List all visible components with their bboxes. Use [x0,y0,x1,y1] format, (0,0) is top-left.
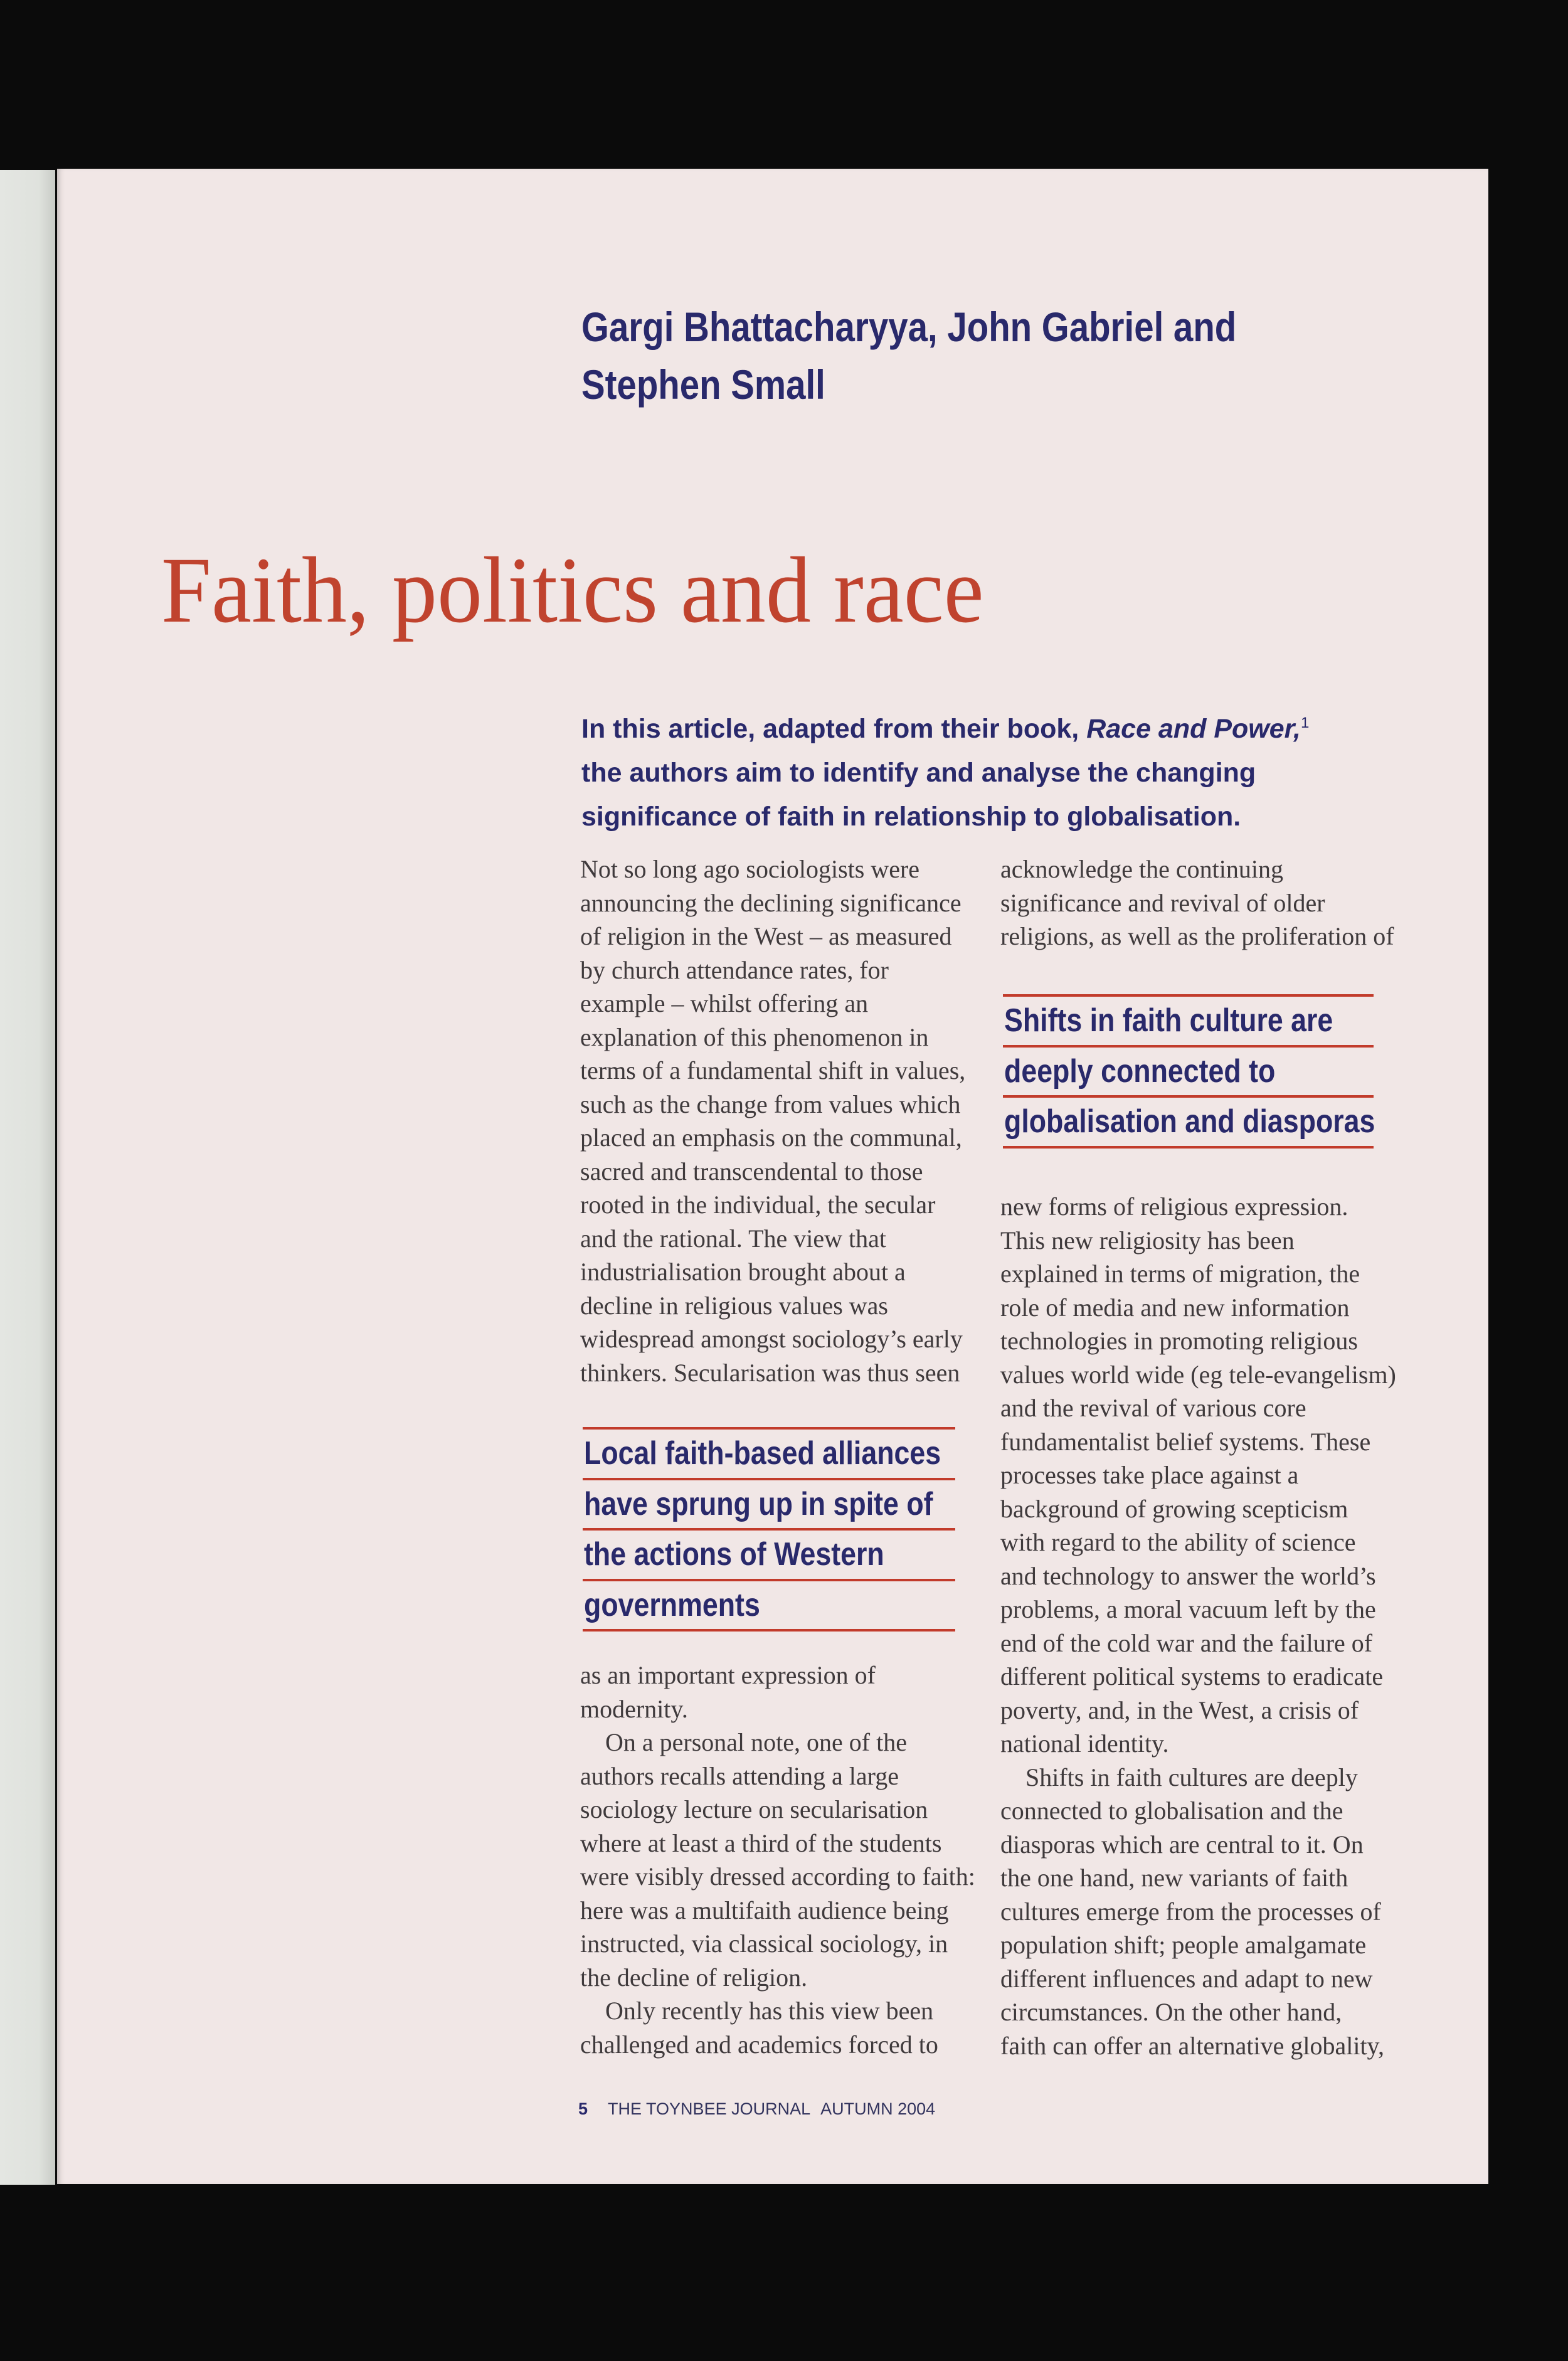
body-text-line: background of growing scepticism [1000,1494,1348,1523]
body-text-line: new forms of religious expression. [1000,1192,1348,1221]
body-text-line: of religion in the West – as measured [580,922,952,950]
body-text-line: rooted in the individual, the secular [580,1191,936,1219]
body-text-line: example – whilst offering an [580,989,869,1017]
body-text-line: and technology to answer the world’s [1000,1561,1376,1590]
body-text-line: acknowledge the continuing [1000,855,1283,883]
body-text-line: placed an emphasis on the communal, [580,1123,962,1152]
pull-quote-line [583,1581,955,1632]
body-text-line: by church attendance rates, for [580,955,889,984]
body-text-line: challenged and academics forced to [580,2030,938,2059]
body-text-line: announcing the declining significance [580,888,961,917]
body-text-line: national identity. [1000,1729,1169,1758]
magazine-page [57,169,1488,2184]
body-text-line: problems, a moral vacuum left by the [1000,1595,1376,1623]
body-text-line: processes take place against a [1000,1461,1299,1489]
pull-quote-line [583,1480,955,1531]
body-text-line: circumstances. On the other hand, [1000,1998,1342,2026]
pull-quote-line [1003,1098,1374,1149]
right-column-top [1000,852,1394,953]
body-text-line: widespread amongst sociology’s early [580,1325,963,1353]
body-text-line: authors recalls attending a large [580,1761,899,1790]
issue-date: AUTUMN 2004 [820,2099,936,2118]
body-text-line: and the rational. The view that [580,1224,886,1253]
body-text-line: poverty, and, in the West, a crisis of [1000,1695,1359,1724]
pull-quote-right [1003,994,1374,1149]
body-text-line: decline in religious values was [580,1291,888,1320]
body-text-line: were visibly dressed according to faith: [580,1862,975,1891]
left-column-bottom [580,1658,975,2061]
pull-quote-line [1003,997,1374,1048]
right-column-bottom [1000,1190,1396,2062]
pull-quote-text: deeply connected to [1004,1053,1276,1090]
pull-quote-text: Local faith-based alliances [584,1435,941,1472]
article-standfirst [581,707,1309,839]
pull-quote-text: the actions of Western [584,1536,884,1573]
body-text-line: religions, as well as the proliferation of [1000,922,1394,950]
body-text-line: the one hand, new variants of faith [1000,1864,1348,1892]
article-title: Faith, politics and race [161,538,984,642]
body-text-line: explained in terms of migration, the [1000,1260,1360,1288]
body-text-line: connected to globalisation and the [1000,1796,1343,1825]
body-text-line: industrialisation brought about a [580,1258,906,1286]
body-text-line: terms of a fundamental shift in values, [580,1056,966,1085]
body-text-line: and the revival of various core [1000,1394,1306,1422]
body-text-line: different influences and adapt to new [1000,1964,1373,1993]
pull-quote-text: have sprung up in spite of [584,1485,933,1522]
body-text-line: the decline of religion. [580,1963,808,1992]
authors-line: Stephen Small [581,361,825,408]
body-text-line: sociology lecture on secularisation [580,1795,928,1823]
article-authors [581,298,1347,413]
body-text-line: end of the cold war and the failure of [1000,1628,1373,1657]
body-text-line: explanation of this phenomenon in [580,1022,929,1051]
body-text-line: Not so long ago sociologists were [580,855,920,883]
standfirst-line: the authors aim to identify and analyse the changing [581,758,1256,788]
body-text-line: as an important expression of [580,1661,876,1689]
footnote-marker: 1 [1300,714,1310,731]
body-text-line: population shift; people amalgamate [1000,1931,1367,1959]
body-text-line: instructed, via classical sociology, in [580,1929,948,1958]
book-title: Race and Power, [1086,714,1301,744]
standfirst-line: significance of faith in relationship to globalisation. [581,802,1241,832]
standfirst-line [581,707,1309,751]
publication-name: THE TOYNBEE JOURNAL [608,2099,811,2118]
body-text-line: such as the change from values which [580,1090,961,1118]
left-column-top [580,852,965,1389]
body-text-line: where at least a third of the students [580,1828,942,1857]
page-number: 5 [578,2099,588,2118]
body-text-line: cultures emerge from the processes of [1000,1897,1381,1926]
body-text-line: role of media and new information [1000,1293,1350,1322]
body-text-line: On a personal note, one of the [605,1728,907,1756]
page-footer [578,2096,935,2121]
body-text-line: values world wide (eg tele-evangelism) [1000,1360,1396,1389]
body-text-line: sacred and transcendental to those [580,1157,923,1186]
standfirst-lead: In this article, adapted from their book, [581,714,1087,744]
pull-quote-text: globalisation and diasporas [1004,1103,1375,1140]
body-text-line: here was a multifaith audience being [580,1896,949,1924]
body-text-line: faith can offer an alternative globality, [1000,2031,1384,2060]
pull-quote-line [583,1531,955,1581]
body-text-line: fundamentalist belief systems. These [1000,1427,1371,1456]
pull-quote-line [583,1430,955,1480]
body-text-line: Shifts in faith cultures are deeply [1025,1763,1358,1791]
body-text-line: with regard to the ability of science [1000,1528,1356,1556]
facing-page-edge [0,170,55,2185]
pull-quote-text: governments [584,1586,760,1623]
body-text-line: thinkers. Secularisation was thus seen [580,1358,960,1387]
authors-line: Gargi Bhattacharyya, John Gabriel and [581,304,1237,350]
pull-quote-left [583,1427,955,1631]
body-text-line: significance and revival of older [1000,888,1325,917]
body-text-line: Only recently has this view been [605,1997,934,2025]
body-text-line: This new religiosity has been [1000,1226,1295,1255]
body-text-line: different political systems to eradicate [1000,1662,1384,1690]
body-text-line: modernity. [580,1694,688,1723]
body-text-line: diasporas which are central to it. On [1000,1830,1364,1859]
pull-quote-text: Shifts in faith culture are [1004,1002,1333,1039]
pull-quote-line [1003,1048,1374,1098]
body-text-line: technologies in promoting religious [1000,1327,1358,1355]
